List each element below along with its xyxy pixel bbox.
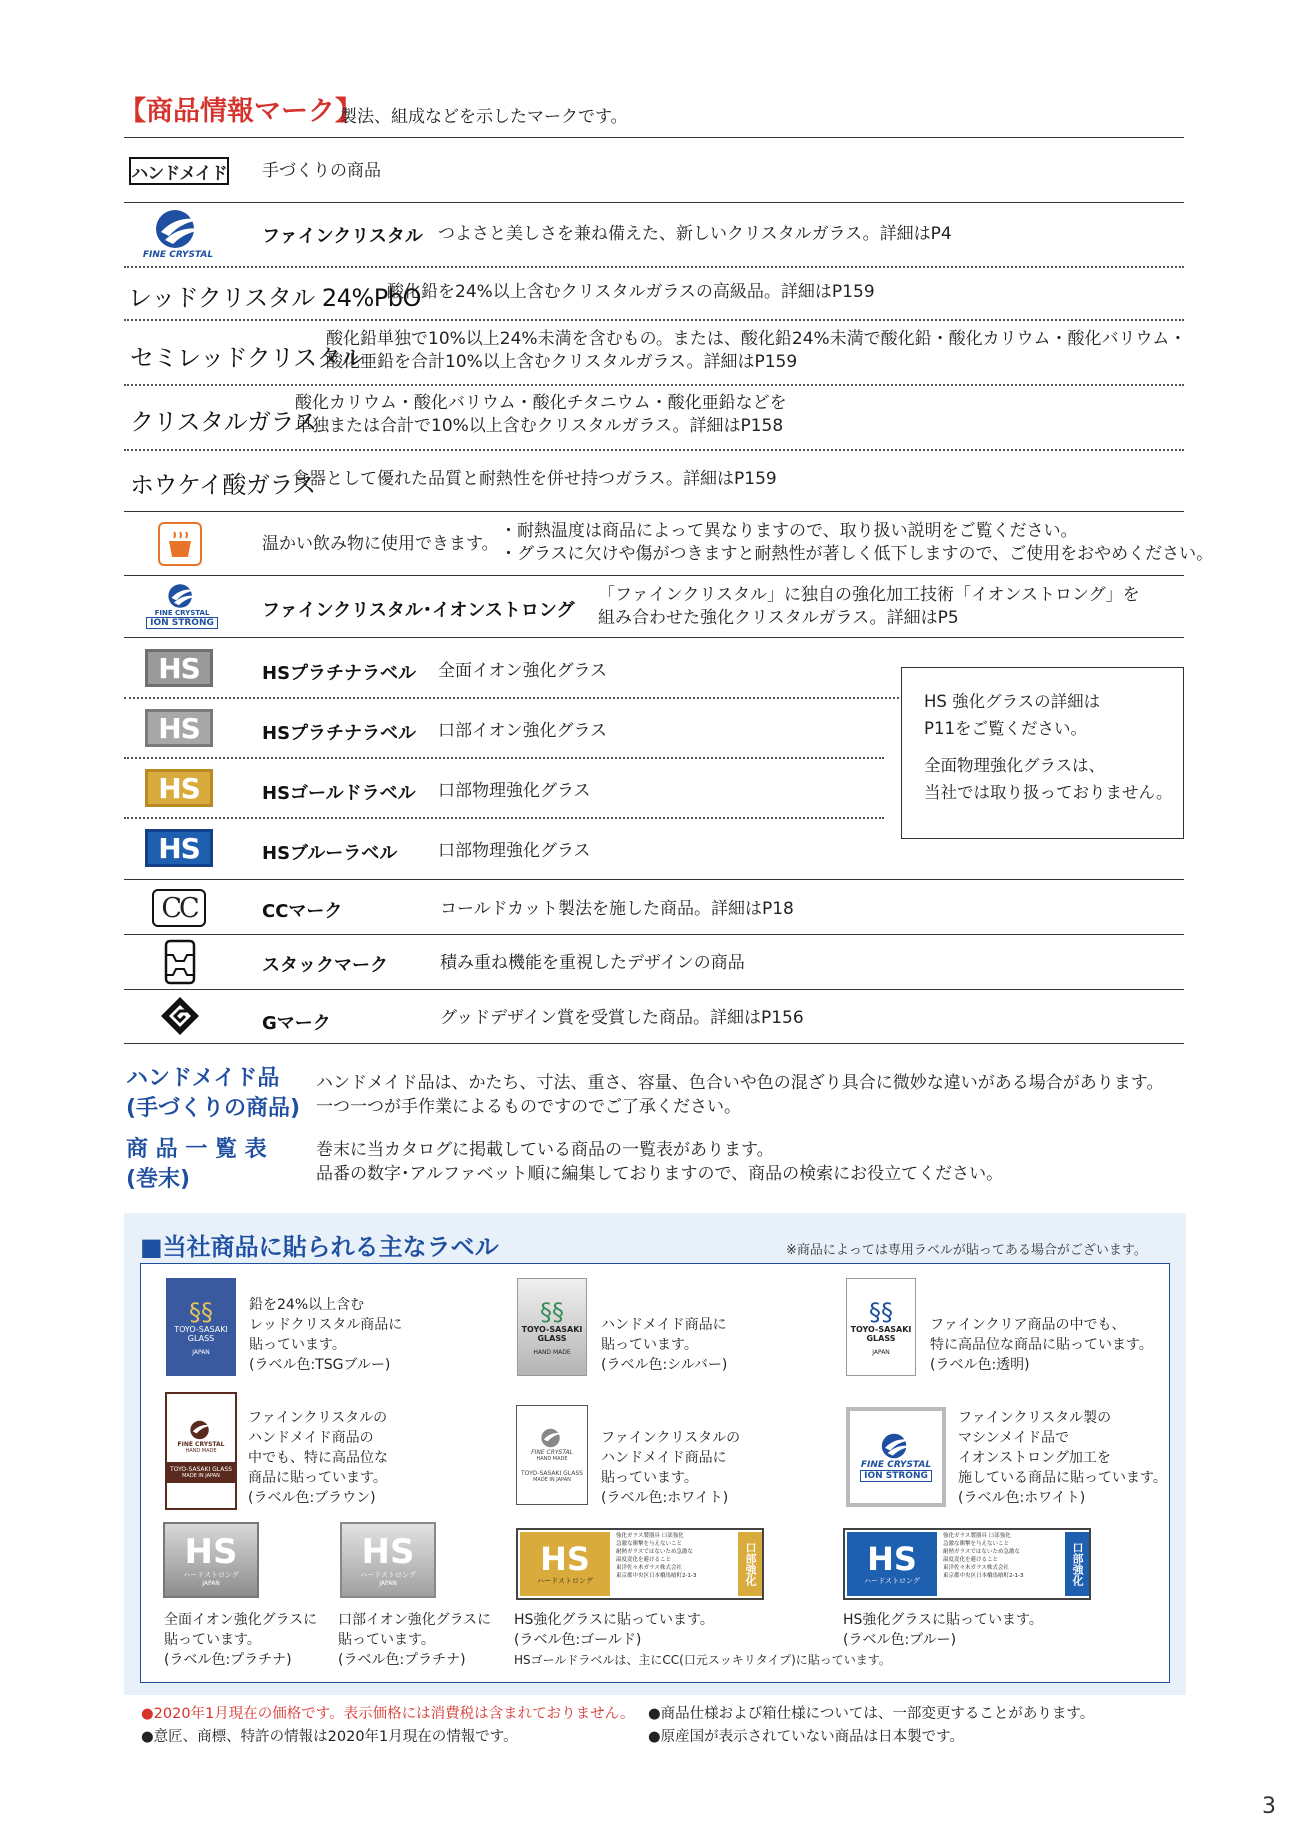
label-desc: ハンドメイド商品の — [248, 1430, 374, 1446]
divider — [124, 879, 1184, 880]
product-list-text-1: 巻末に当カタログに掲載している商品の一覧表があります。 — [316, 1140, 774, 1160]
divider — [124, 697, 899, 699]
semi-red-desc-2: 酸化亜鉛を合計10%以上含むクリスタルガラス。詳細はP159 — [326, 352, 798, 372]
label-desc: HS強化グラスに貼っています。 — [514, 1612, 714, 1628]
divider — [124, 934, 1184, 935]
hs-gold-label-text: 強化ガラス製器具 口部強化 急激な衝撃を与えないこと 耐熱ガラスではないため急激な 温度変化を避けること 東洋佐々木ガラス株式会社 東京都中央区日本橋馬喰町2-1-3 — [616, 1533, 697, 1579]
label-desc: (ラベル色:TSGブルー) — [249, 1357, 391, 1373]
divider — [124, 1043, 1184, 1044]
info-line: HS 強化グラスの詳細は — [924, 692, 1101, 711]
g-mark-desc: グッドデザイン賞を受賞した商品。詳細はP156 — [440, 1008, 804, 1028]
label-desc: 特に高品位な商品に貼っています。 — [930, 1337, 1153, 1353]
divider — [124, 449, 1184, 451]
red-crystal-desc: 酸化鉛を24%以上含むクリスタルガラスの高級品。詳細はP159 — [387, 282, 875, 302]
label-desc: (ラベル色:プラチナ) — [338, 1652, 466, 1668]
label-desc: 全面イオン強化グラスに — [164, 1612, 318, 1628]
divider — [124, 137, 1184, 138]
info-line: P11をご覧ください。 — [924, 719, 1087, 738]
hs-blue-icon: HS — [145, 829, 213, 867]
handmade-icon: ハンドメイド — [129, 157, 229, 185]
label-desc: (ラベル色:ブルー) — [843, 1632, 957, 1648]
hot-drink-note-1: ・耐熱温度は商品によって異なりますので、取り扱い説明をご覧ください。 — [500, 521, 1078, 541]
label-desc: 貼っています。 — [164, 1632, 261, 1648]
hs-platinum-rim-desc: 口部イオン強化グラス — [438, 721, 607, 741]
handmade-note-text-2: 一つ一つが手作業によるものですのでご了承ください。 — [316, 1097, 741, 1117]
hs-blue-label-text: 強化ガラス製器具 口部強化 急激な衝撃を与えないこと 耐熱ガラスではないため急激な 温度変化を避けること 東洋佐々木ガラス株式会社 東京都中央区日本橋馬喰町2-1-3 — [943, 1533, 1024, 1579]
crystal-glass-desc-2: 単独または合計で10%以上含むクリスタルガラス。詳細はP158 — [295, 416, 784, 436]
crystal-glass-label: クリスタルガラス — [130, 408, 317, 436]
divider — [124, 575, 1184, 576]
divider — [124, 319, 1184, 321]
label-desc: 商品に貼っています。 — [248, 1470, 387, 1486]
hot-drink-icon — [158, 522, 202, 566]
hs-platinum-rim-label: HSプラチナラベル — [262, 723, 417, 744]
hs-blue-label-icon — [843, 1528, 1091, 1600]
handmade-note-subheading: (手づくりの商品) — [126, 1096, 301, 1121]
label-desc: (ラベル色:ホワイト) — [601, 1490, 729, 1506]
red-crystal-label: レッドクリスタル 24%PbO — [128, 284, 421, 312]
label-desc: 貼っています。 — [601, 1470, 698, 1486]
hs-platinum-full-label: HSプラチナラベル — [262, 663, 417, 684]
labels-panel-note: ※商品によっては専用ラベルが貼ってある場合がございます。 — [786, 1243, 1147, 1258]
cc-label: CCマーク — [262, 901, 343, 922]
footer-spec-note: ●商品仕様および箱仕様については、一部変更することがあります。 — [648, 1706, 1095, 1722]
info-line: 全面物理強化グラスは、 — [924, 756, 1106, 775]
label-desc: (ラベル色:ブラウン) — [248, 1490, 376, 1506]
label-desc: ハンドメイド商品に — [601, 1317, 727, 1333]
info-line: 当社では取り扱っておりません。 — [924, 783, 1173, 802]
hs-blue-side-band: 口部強化 — [1065, 1532, 1089, 1596]
label-desc: 鉛を24%以上含む — [249, 1297, 365, 1313]
page-number: 3 — [1262, 1794, 1276, 1819]
cc-icon: CC — [152, 889, 206, 927]
divider — [124, 637, 1184, 638]
label-desc: (ラベル色:ゴールド) — [514, 1632, 642, 1648]
hs-info-box — [901, 667, 1184, 839]
label-desc: ファインクリア商品の中でも、 — [930, 1317, 1126, 1333]
hs-blue-badge: HS ハードストロング — [847, 1532, 937, 1596]
footer-ip-note: ●意匠、商標、特許の情報は2020年1月現在の情報です。 — [141, 1729, 518, 1745]
fine-crystal-label: ファインクリスタル — [262, 226, 423, 247]
semi-red-crystal-label: セミレッドクリスタル — [130, 344, 364, 372]
labels-panel-title: ■当社商品に貼られる主なラベル — [140, 1233, 499, 1261]
hs-platinum-full-desc: 全面イオン強化グラス — [438, 661, 607, 681]
label-desc: 貼っています。 — [338, 1632, 435, 1648]
g-mark-icon — [158, 994, 202, 1038]
hs-gold-label-icon — [516, 1528, 764, 1600]
hot-drink-label: 温かい飲み物に使用できます。 — [262, 534, 499, 554]
section-subtitle: 製法、組成などを示したマークです。 — [340, 107, 628, 127]
handmade-note-heading: ハンドメイド品 — [126, 1066, 280, 1091]
divider — [124, 989, 1184, 990]
stack-desc: 積み重ね機能を重視したデザインの商品 — [440, 953, 745, 973]
label-desc: 貼っています。 — [249, 1337, 346, 1353]
label-desc: マシンメイド品で — [958, 1430, 1069, 1446]
label-desc: 施している商品に貼っています。 — [958, 1470, 1167, 1486]
label-desc: ファインクリスタルの — [248, 1410, 388, 1426]
label-desc: (ラベル色:シルバー) — [601, 1357, 728, 1373]
divider — [124, 817, 884, 819]
label-desc: HS強化グラスに貼っています。 — [843, 1612, 1043, 1628]
g-mark-label: Gマーク — [262, 1013, 331, 1034]
divider — [124, 202, 1184, 203]
label-desc: ファインクリスタルの — [601, 1430, 741, 1446]
ion-strong-label-icon: FINE CRYSTAL ION STRONG — [846, 1407, 946, 1507]
hs-platinum-full-label-icon: HS ハードストロング JAPAN — [163, 1522, 259, 1598]
hs-gold-desc: 口部物理強化グラス — [438, 781, 591, 801]
crystal-glass-desc-1: 酸化カリウム・酸化バリウム・酸化チタニウム・酸化亜鉛などを — [295, 393, 787, 413]
label-desc: イオンストロング加工を — [958, 1450, 1111, 1466]
label-desc: 中でも、特に高品位な — [248, 1450, 388, 1466]
hs-platinum-rim-icon: HS — [145, 709, 213, 747]
footer-origin-note: ●原産国が表示されていない商品は日本製です。 — [648, 1729, 964, 1745]
label-desc: HSゴールドラベルは、主にCC(口元スッキリタイプ)に貼っています。 — [514, 1653, 891, 1667]
hs-gold-side-band: 口部強化 — [738, 1532, 762, 1596]
handmade-note-text-1: ハンドメイド品は、かたち、寸法、重さ、容量、色合いや色の混ざり具合に微妙な違いがある場合があります。 — [316, 1073, 1164, 1093]
white-handmade-label-icon: FINE CRYSTAL HAND MADE TOYO-SASAKI GLASS MADE IN JAPAN — [516, 1405, 588, 1505]
borosilicate-desc: 食器として優れた品質と耐熱性を併せ持つガラス。詳細はP159 — [292, 469, 777, 489]
cc-desc: コールドカット製法を施した商品。詳細はP18 — [440, 899, 794, 919]
label-desc: ハンドメイド商品に — [601, 1450, 727, 1466]
fine-crystal-desc: つよさと美しさを兼ね備えた、新しいクリスタルガラス。詳細はP4 — [438, 224, 952, 244]
label-desc: レッドクリスタル商品に — [249, 1317, 403, 1333]
ion-strong-logo-icon: FINE CRYSTAL ION STRONG — [137, 580, 227, 632]
section-title: 【商品情報マーク】 — [119, 96, 362, 127]
divider — [124, 384, 1184, 386]
hs-platinum-full-icon: HS — [145, 649, 213, 687]
silver-label-icon: §§ TOYO-SASAKI GLASS HAND MADE — [517, 1278, 587, 1376]
brown-label-icon: FINE CRYSTAL HAND MADE TOYO-SASAKI GLASS MADE IN JAPAN — [165, 1392, 237, 1510]
divider — [124, 511, 1184, 512]
hs-blue-desc: 口部物理強化グラス — [438, 841, 591, 861]
hs-blue-label: HSブルーラベル — [262, 843, 398, 864]
semi-red-desc-1: 酸化鉛単独で10%以上24%未満を含むもの。または、酸化鉛24%未満で酸化鉛・酸化カリウム・酸化バリウム・ — [326, 329, 1187, 349]
tsg-blue-label-icon: §§ TOYO-SASAKI GLASS JAPAN — [166, 1278, 236, 1376]
footer-price-note: ●2020年1月現在の価格です。表示価格には消費税は含まれておりません。 — [141, 1706, 635, 1722]
label-desc: (ラベル色:プラチナ) — [164, 1652, 292, 1668]
divider — [124, 266, 1184, 268]
handmade-desc: 手づくりの商品 — [262, 161, 381, 181]
divider — [124, 757, 884, 759]
ion-strong-label: ファインクリスタル･イオンストロング — [262, 600, 575, 621]
hs-gold-badge: HS ハードストロング — [520, 1532, 610, 1596]
hs-gold-icon: HS — [145, 769, 213, 807]
borosilicate-label: ホウケイ酸ガラス — [130, 471, 316, 499]
hs-gold-label: HSゴールドラベル — [262, 783, 416, 804]
label-desc: (ラベル色:ホワイト) — [958, 1490, 1086, 1506]
label-desc: (ラベル色:透明) — [930, 1357, 1030, 1373]
label-desc: 貼っています。 — [601, 1337, 698, 1353]
stack-icon — [160, 938, 200, 986]
product-list-text-2: 品番の数字･アルファベット順に編集しておりますので、商品の検索にお役立てください。 — [316, 1164, 1004, 1184]
product-list-subheading: (巻末) — [126, 1167, 191, 1192]
hot-drink-note-2: ・グラスに欠けや傷がつきますと耐熱性が著しく低下しますので、ご使用をおやめください。 — [500, 544, 1214, 564]
product-list-heading: 商 品 一 覧 表 — [126, 1137, 267, 1162]
label-desc: ファインクリスタル製の — [958, 1410, 1112, 1426]
hs-platinum-rim-label-icon: HS ハードストロング JAPAN — [340, 1522, 436, 1598]
fine-crystal-logo-icon: FINE CRYSTAL — [137, 205, 219, 263]
clear-label-icon: §§ TOYO-SASAKI GLASS JAPAN — [846, 1278, 916, 1376]
ion-strong-desc-2: 組み合わせた強化クリスタルガラス。詳細はP5 — [598, 608, 959, 628]
ion-strong-desc-1: 「ファインクリスタル」に独自の強化加工技術「イオンストロング」を — [598, 585, 1140, 605]
stack-label: スタックマーク — [262, 955, 388, 976]
label-desc: 口部イオン強化グラスに — [338, 1612, 492, 1628]
